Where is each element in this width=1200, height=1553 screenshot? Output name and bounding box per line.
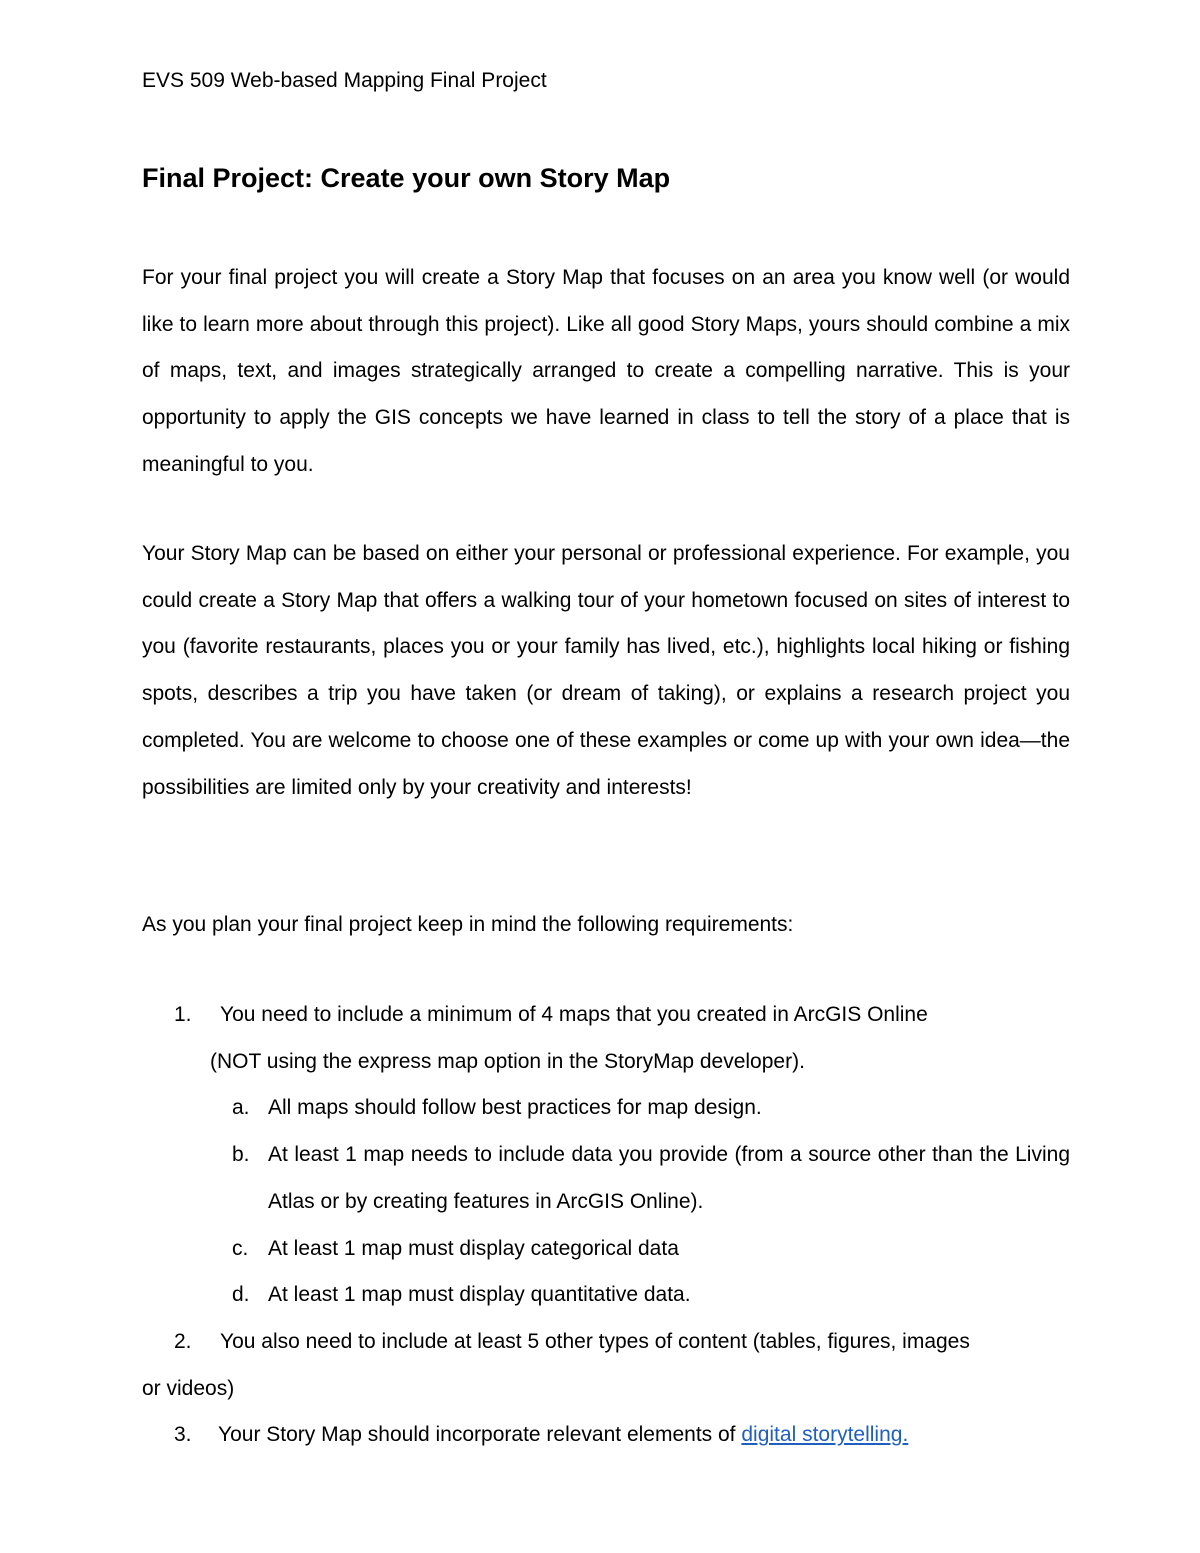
requirements-intro: As you plan your final project keep in mind the following requirements: — [142, 913, 794, 936]
sub-requirement-letter: d. — [232, 1283, 250, 1307]
requirement-text: You also need to include at least 5 other types of content (tables, figures, images — [220, 1329, 970, 1353]
sub-requirement-a — [142, 1085, 1070, 1132]
sub-requirement-text: At least 1 map must display quantitative data. — [268, 1283, 691, 1307]
sub-requirement-letter: a. — [232, 1096, 250, 1120]
digital-storytelling-link[interactable]: digital storytelling. — [741, 1423, 909, 1447]
requirement-item-3 — [142, 1412, 1070, 1459]
sub-requirement-b — [142, 1132, 1070, 1225]
requirement-item-1 — [142, 992, 1070, 1319]
requirement-text-before-link: Your Story Map should incorporate relevant elements of — [218, 1423, 742, 1447]
requirement-text-continued: (NOT using the express map option in the StoryMap developer). — [210, 1049, 805, 1073]
requirement-item-2 — [142, 1319, 1070, 1412]
requirement-number: 1. — [174, 1003, 192, 1026]
requirement-text: You need to include a minimum of 4 maps that you created in ArcGIS Online — [220, 1003, 928, 1026]
sub-requirement-text: At least 1 map needs to include data you provide (from a source other than the Living Atlas or by creating features in ArcGIS Online). — [268, 1143, 1070, 1213]
document-title: Final Project: Create your own Story Map — [142, 163, 671, 193]
sub-requirement-d — [142, 1272, 1070, 1319]
requirement-text-continued: or videos) — [142, 1376, 235, 1400]
sub-requirement-letter: c. — [232, 1236, 249, 1260]
requirement-number: 2. — [174, 1329, 192, 1353]
sub-requirement-c — [142, 1226, 1070, 1273]
examples-paragraph: Your Story Map can be based on either your personal or professional experience. For example, you could create a Story Map that offers a walking tour of your hometown focused on sites of interest to you (favorite restaurants, places you or your family has lived, etc.), highlights local hiking or fishing spots, describes a trip you have taken (or dream of taking), or explains a research project you completed. You are welcome to choose one of these examples or come up with your own idea—the possibilities are limited only by your creativity and interests! — [142, 542, 1070, 799]
intro-paragraph: For your final project you will create a Story Map that focuses on an area you know well (or would like to learn more about through this project). Like all good Story Maps, yours should combine a mix of maps, text, and images strategically arranged to create a compelling narrative. This is your opportunity to apply the GIS concepts we have learned in class to tell the story of a place that is meaningful to you. — [142, 266, 1070, 476]
requirement-text — [142, 1412, 1070, 1459]
sub-requirement-text: All maps should follow best practices for map design. — [268, 1096, 762, 1120]
sub-requirement-letter: b. — [232, 1143, 250, 1167]
requirement-number: 3. — [174, 1423, 192, 1447]
requirements-list — [142, 992, 1070, 1459]
page-header: EVS 509 Web-based Mapping Final Project — [142, 69, 547, 92]
sub-requirement-text: At least 1 map must display categorical data — [268, 1236, 679, 1260]
